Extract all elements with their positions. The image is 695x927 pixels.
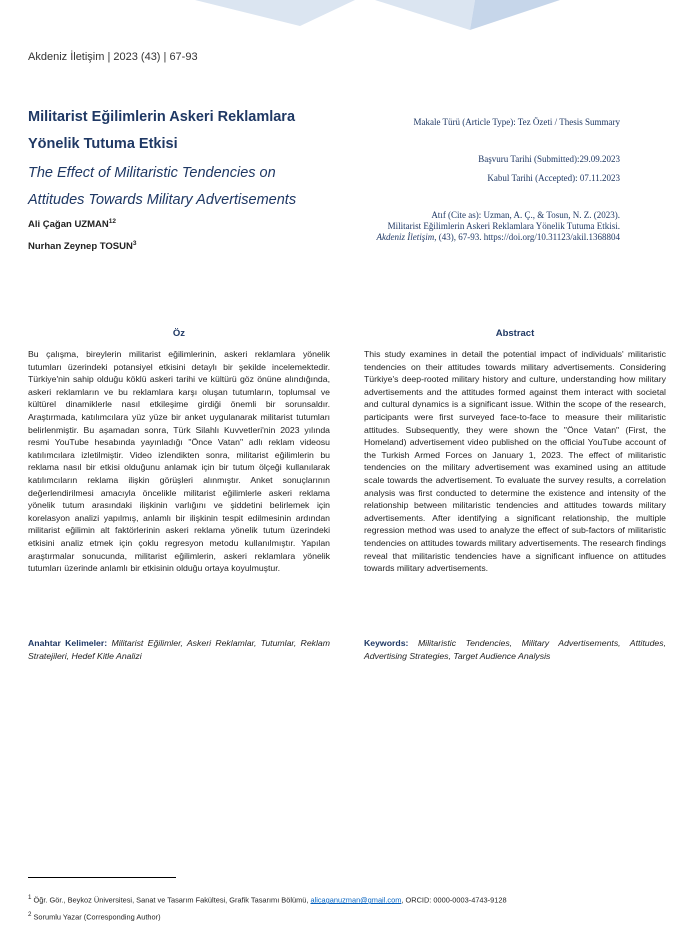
oz-heading: Öz [172,328,186,339]
abstract-text: This study examines in detail the potential impact of individuals' militaristic tendencies on their attitudes towards military advertisements. Considering Türkiye's deep-rooted military history and culture, understanding how military advertisements and the attitudes formed against them interact with societal and cultural dynamics is a significant issue. Within the scope of the research, participants were first surveyed face-to-face to measure their militaristic attitudes. Subsequently, they were shown the "Önce Vatan" (First, the Homeland) advertisement video published on the official YouTube account of the Turkish Armed Forces on January 1, 2023. The effect of militaristic tendencies on the military advertisement was examined using an attitude scale towards the advertisement. To evaluate the survey results, a correlation analysis was first conducted to determine the existence and intensity of the relationship between militaristic tendencies and attitudes towards military advertisements. After identifying a significant relationship, the multiple regression method was used to analyze the effect of sub-factors of militaristic tendencies on attitudes towards military advertisements. The research findings reveal that militaristic tendencies have a significant influence on attitudes towards military advertisements. [364,349,666,574]
abstract-keywords: Keywords: Militaristic Tendencies, Military Advertisements, Attitudes, Advertising Strategies, Target Audience Analysis [364,638,666,661]
title-turkish: Militarist Eğilimlerin Askeri Reklamlara Yönelik Tutuma Etkisi [28,109,296,152]
author-1: Ali Çağan UZMAN$^{12}$ [28,218,116,231]
author-email-link[interactable]: alicaganuzman@gmail.com [310,895,402,905]
journal-line: Akdeniz İletişim | 2023 (43) | 67-93 [28,51,198,63]
citation: Atıf (Cite as): Uzman, A. Ç., & Tosun, N. Z. (2023). Militarist Eğilimlerin Askeri Reklamlara Yönelik Tutuma Etkisi. Akdeniz İletişim, (43), 67-93. https://doi.org/10.31123/akil.1368804 [376,210,620,242]
footnote-1: $^1$ Öğr. Gör., Beykoz Üniversitesi, Sanat ve Tasarım Fakültesi, Grafik Tasarımı Bölümü, alicaganuzman@gmail.com, ORCID: 0000-0003-4743-9128 [28,894,507,905]
decor-triangle [375,0,475,30]
footnote-2: $^2$ Sorumlu Yazar (Corresponding Author) [28,911,161,922]
oz-text: Bu çalışma, bireylerin militarist eğilimlerinin, askeri reklamlara yönelik tutumları üzerindeki potansiyel etkisini detaylı bir şekilde incelemektedir. Türkiye'nin sahip olduğu köklü askeri tarihi ve kültürü göz önüne alındığında, askeri reklamların ve bu reklamlara karşı oluşan tutumların, toplumsal ve kültürel dinamiklerle nasıl etkileşime girdiği önemli bir sorunsaldır. Araştırmada, katılımcılara yüz yüze bir anket uygulanarak militarist tutumları belirlenmiştir. Bu aşamadan sonra, Türk Silahlı Kuvvetleri'nin 2023 yılında resmi YouTube hesabında yayınladığı "Önce Vatan" adlı reklam videosu katılımcılara izletilmiştir. Video izlendikten sonra, militarist eğilimlerin bu reklama nasıl bir etkisi olduğunu anlamak için bir tutum ölçeği kullanılarak katılımcıların reklama ilişkin görüşleri alınmıştır. Anket sonuçlarının değerlendirilmesi amacıyla öncelikle militarist eğilimlerle askeri reklama yönelik tutum arasındaki ilişkinin varlığını ve şiddetini belirlemek için korelasyon analizi yapılmış, anlamlı bir ilişkinin tespit edilmesinin ardından militarist eğilimin alt faktörlerinin askeri reklama yönelik tutum üzerindeki etkisini analiz etmek için çoklu regresyon metodu kullanılmıştır. Yapılan araştırmalar sonucunda, militarist eğilimlerin, askeri reklamlara yönelik tutumları üzerinde anlamlı bir etkisinin olduğu ortaya koyulmuştur. [28,349,330,574]
accepted-date: Kabul Tarihi (Accepted): 07.11.2023 [487,173,620,183]
decor-triangle [195,0,355,26]
abstract-heading: Abstract [495,328,535,339]
oz-keywords: Anahtar Kelimeler: Militarist Eğilimler, Askeri Reklamlar, Tutumlar, Reklam Stratejileri, Hedef Kitle Analizi [28,638,331,661]
article-type: Makale Türü (Article Type): Tez Özeti / Thesis Summary [413,117,620,127]
submitted-date: Başvuru Tarihi (Submitted):29.09.2023 [478,154,620,164]
title-english: The Effect of Militaristic Tendencies on Attitudes Towards Military Advertisements [28,165,297,208]
decor-triangle [470,0,560,30]
footnote-divider [28,877,176,878]
author-2: Nurhan Zeynep TOSUN$^3$ [28,240,137,253]
header-decoration [0,0,695,40]
